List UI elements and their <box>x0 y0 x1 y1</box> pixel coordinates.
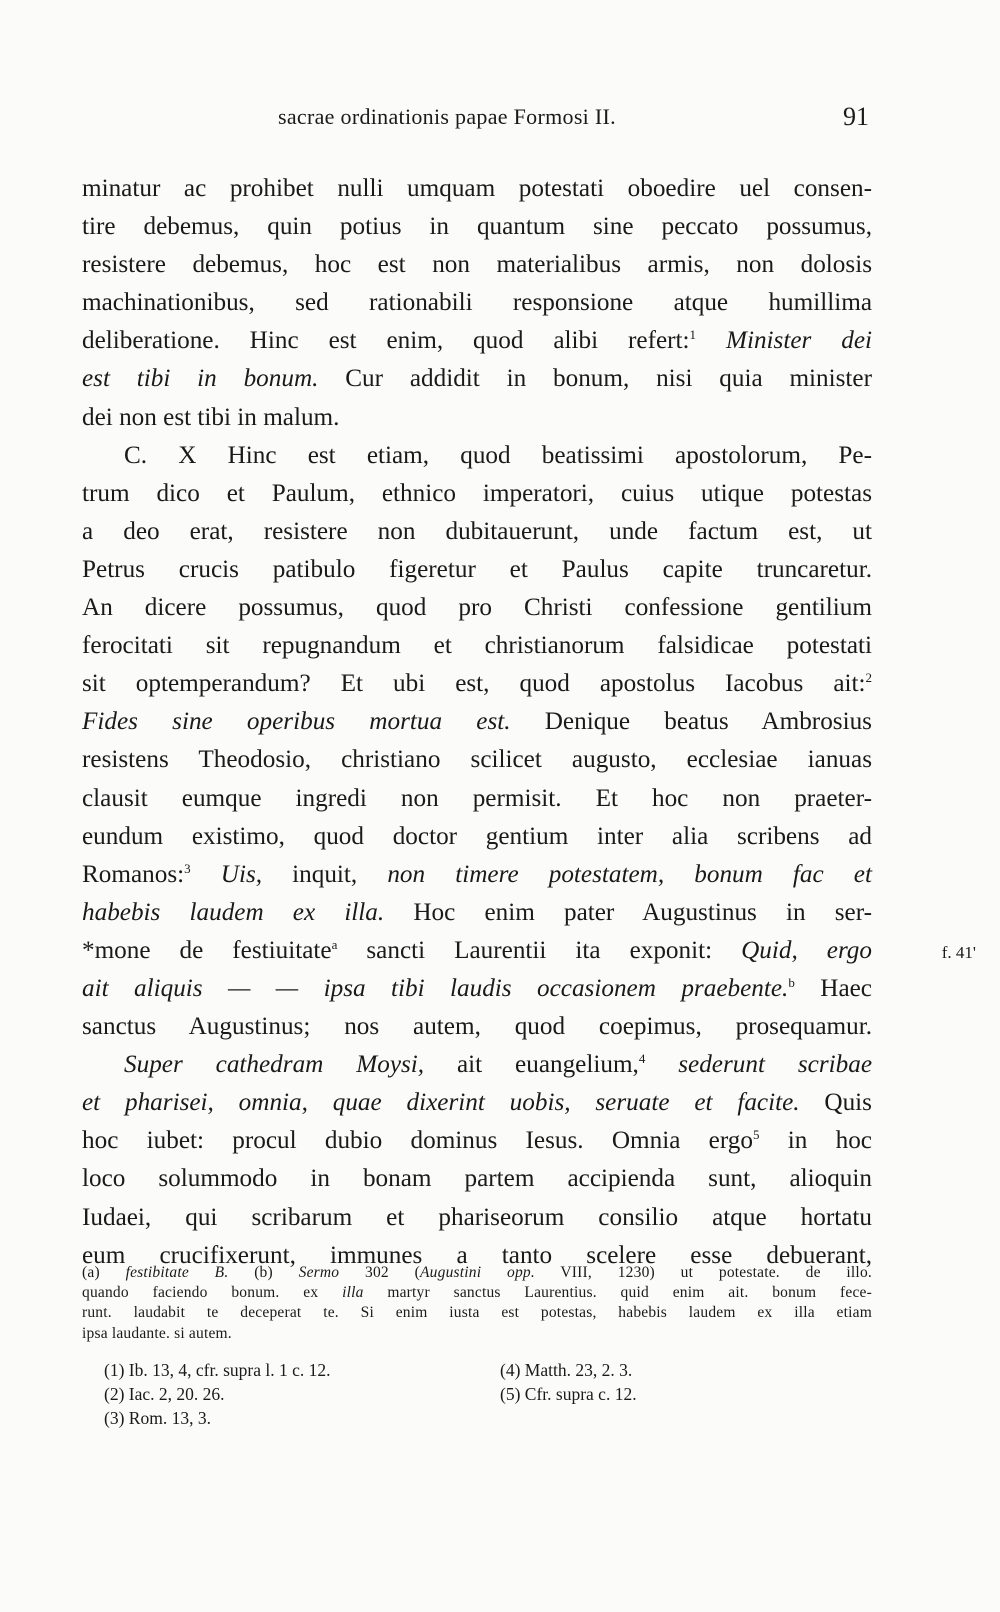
text-segment: VIII, 1230) ut potestate. de illo. <box>534 1264 872 1281</box>
running-title: sacrae ordinationis papae Formosi II. <box>278 104 616 129</box>
footnote-line <box>82 1324 872 1344</box>
footnote-marker: b <box>788 974 795 990</box>
text-segment: Hoc enim pater Augustinus in ser- <box>384 898 872 926</box>
text-line <box>82 818 872 856</box>
text-segment: An dicere possumus, quod pro Christi confessione gentilium <box>82 594 872 622</box>
text-line <box>82 322 872 360</box>
text-segment: dei non est tibi in malum. <box>82 403 340 431</box>
text-line <box>82 970 872 1008</box>
text-segment: ipsa laudante. si autem. <box>82 1324 232 1342</box>
reference-item: (3) Rom. 13, 3. <box>104 1408 211 1428</box>
text-segment: Petrus crucis patibulo figeretur et Paulus capite truncaretur. <box>82 555 872 583</box>
text-line <box>82 208 872 246</box>
text-segment: tire debemus, quin potius in quantum sine peccato possumus, <box>82 213 872 241</box>
text-line <box>82 1084 872 1122</box>
reference-item: (5) Cfr. supra c. 12. <box>500 1384 637 1404</box>
text-line <box>82 513 872 551</box>
text-line <box>82 1160 872 1198</box>
text-segment: est tibi in bonum. <box>82 365 319 393</box>
text-segment: Cur addidit in bonum, nisi quia minister <box>318 365 872 393</box>
text-segment: Quis <box>799 1089 872 1117</box>
text-segment: festibitate B. <box>125 1264 229 1281</box>
text-segment: in hoc <box>759 1127 872 1155</box>
text-line <box>82 437 872 475</box>
text-segment: a deo erat, resistere non dubitauerunt, unde factum est, ut <box>82 517 872 545</box>
text-segment: Romanos: <box>82 860 185 888</box>
text-segment: non timere potestatem, bonum fac et <box>387 860 872 888</box>
page-number: 91 <box>843 102 869 131</box>
reference-item: (1) Ib. 13, 4, cfr. supra l. 1 c. 12. <box>104 1360 331 1380</box>
text-line <box>82 589 872 627</box>
text-line <box>82 360 872 398</box>
text-segment: resistens Theodosio, christiano scilicet augusto, ecclesiae ianuas <box>82 746 872 774</box>
text-segment: (b) <box>228 1264 299 1281</box>
text-segment: Iudaei, qui scribarum et phariseorum consilio atque hortatu <box>82 1203 872 1231</box>
text-segment: sancti Laurentii ita exponit: <box>337 936 742 964</box>
text-segment: minatur ac prohibet nulli umquam potestati oboedire uel consen- <box>82 175 872 202</box>
text-segment: Fides sine operibus mortua est. <box>82 708 511 736</box>
text-line <box>82 551 872 589</box>
text-segment: sanctus Augustinus; nos autem, quod coepimus, prosequamur. <box>82 1013 872 1041</box>
folio-margin-note: f. 41' <box>941 942 976 962</box>
text-segment: eum crucifixerunt, immunes a tanto scelere esse debuerant, <box>82 1241 872 1269</box>
text-line <box>82 399 872 437</box>
text-line <box>82 1046 872 1084</box>
text-segment: trum dico et Paulum, ethnico imperatori, cuius utique potestas <box>82 479 872 507</box>
text-segment: Sermo <box>298 1264 340 1281</box>
text-segment: ferocitati sit repugnandum et christianorum falsidicae potestati <box>82 632 872 660</box>
text-line <box>82 703 872 741</box>
footnote-marker: 2 <box>865 670 872 686</box>
text-line <box>82 627 872 665</box>
text-segment: ait aliquis — — ipsa tibi laudis occasionem praebente. <box>82 974 789 1002</box>
text-segment: Minister dei <box>696 327 873 355</box>
reference-row <box>104 1382 844 1406</box>
reference-row <box>104 1406 844 1430</box>
footnote-marker: 4 <box>638 1051 646 1067</box>
reference-footnotes <box>104 1358 844 1430</box>
text-segment: Augustini opp. <box>420 1264 535 1281</box>
text-segment: Denique beatus Ambrosius <box>510 708 872 736</box>
text-segment: loco solummodo in bonam partem accipienda sunt, alioquin <box>82 1165 872 1193</box>
text-segment: hoc iubet: procul dubio dominus Iesus. Omnia ergo <box>82 1127 753 1155</box>
variant-footnotes <box>82 1263 872 1344</box>
text-segment: resistere debemus, hoc est non materialibus armis, non dolosis <box>82 251 872 279</box>
text-segment: eundum existimo, quod doctor gentium inter alia scribens ad <box>82 822 872 850</box>
text-line <box>82 856 872 894</box>
footnote-marker: 1 <box>689 327 697 343</box>
footnote-line <box>82 1283 872 1303</box>
text-line <box>82 246 872 284</box>
text-segment: Haec <box>794 974 872 1002</box>
text-line <box>82 932 976 970</box>
text-line <box>82 741 872 779</box>
footnote-marker: a <box>331 936 338 952</box>
footnote-marker: 3 <box>184 860 191 876</box>
text-segment: Super cathedram Moysi, <box>124 1051 425 1079</box>
text-segment: martyr sanctus Laurentius. quid enim ait. bonum fece- <box>363 1284 873 1302</box>
reference-item: (2) Iac. 2, 20. 26. <box>104 1384 225 1404</box>
text-line <box>82 1199 872 1237</box>
text-segment: runt. laudabit te deceperat te. Si enim iusta est potestas, habebis laudem ex illa etiam <box>82 1304 872 1322</box>
text-line <box>82 780 872 818</box>
text-segment: illa <box>342 1284 364 1302</box>
text-segment: deliberatione. Hinc est enim, quod alibi refert: <box>82 327 690 355</box>
text-line <box>82 284 872 322</box>
text-segment: C. X Hinc est etiam, quod beatissimi apostolorum, Pe- <box>124 441 872 469</box>
text-segment: *mone de festiuitate <box>82 936 332 964</box>
text-line <box>82 894 872 932</box>
text-segment: inquit, <box>262 860 388 888</box>
text-line <box>82 475 872 513</box>
main-text <box>82 170 976 1275</box>
text-segment: clausit eumque ingredi non permisit. Et hoc non praeter- <box>82 784 872 812</box>
text-line <box>82 1008 872 1046</box>
page-header <box>0 104 1000 144</box>
text-segment: quando faciendo bonum. ex <box>82 1284 343 1302</box>
text-line <box>82 170 872 208</box>
text-line <box>82 1122 872 1160</box>
text-segment: et pharisei, omnia, quae dixerint uobis, seruate et facite. <box>82 1089 800 1117</box>
footnote-line <box>82 1263 872 1283</box>
text-line <box>82 665 872 703</box>
footnote-marker: 5 <box>753 1127 760 1143</box>
text-segment: Quid, ergo <box>741 936 872 964</box>
text-segment: Uis, <box>190 860 263 888</box>
text-segment: machinationibus, sed rationabili responsione atque humillima <box>82 289 872 317</box>
text-segment: ait euangelium, <box>424 1051 639 1079</box>
text-segment: sit optemperandum? Et ubi est, quod apostolus Iacobus ait: <box>82 670 866 698</box>
reference-row <box>104 1358 844 1382</box>
footnote-line <box>82 1303 872 1323</box>
text-segment: 302 ( <box>339 1264 420 1281</box>
text-segment: (a) <box>82 1264 126 1281</box>
reference-item: (4) Matth. 23, 2. 3. <box>500 1360 633 1380</box>
reference-item <box>500 1406 840 1430</box>
text-segment: habebis laudem ex illa. <box>82 898 385 926</box>
text-segment: sederunt scribae <box>645 1051 872 1079</box>
